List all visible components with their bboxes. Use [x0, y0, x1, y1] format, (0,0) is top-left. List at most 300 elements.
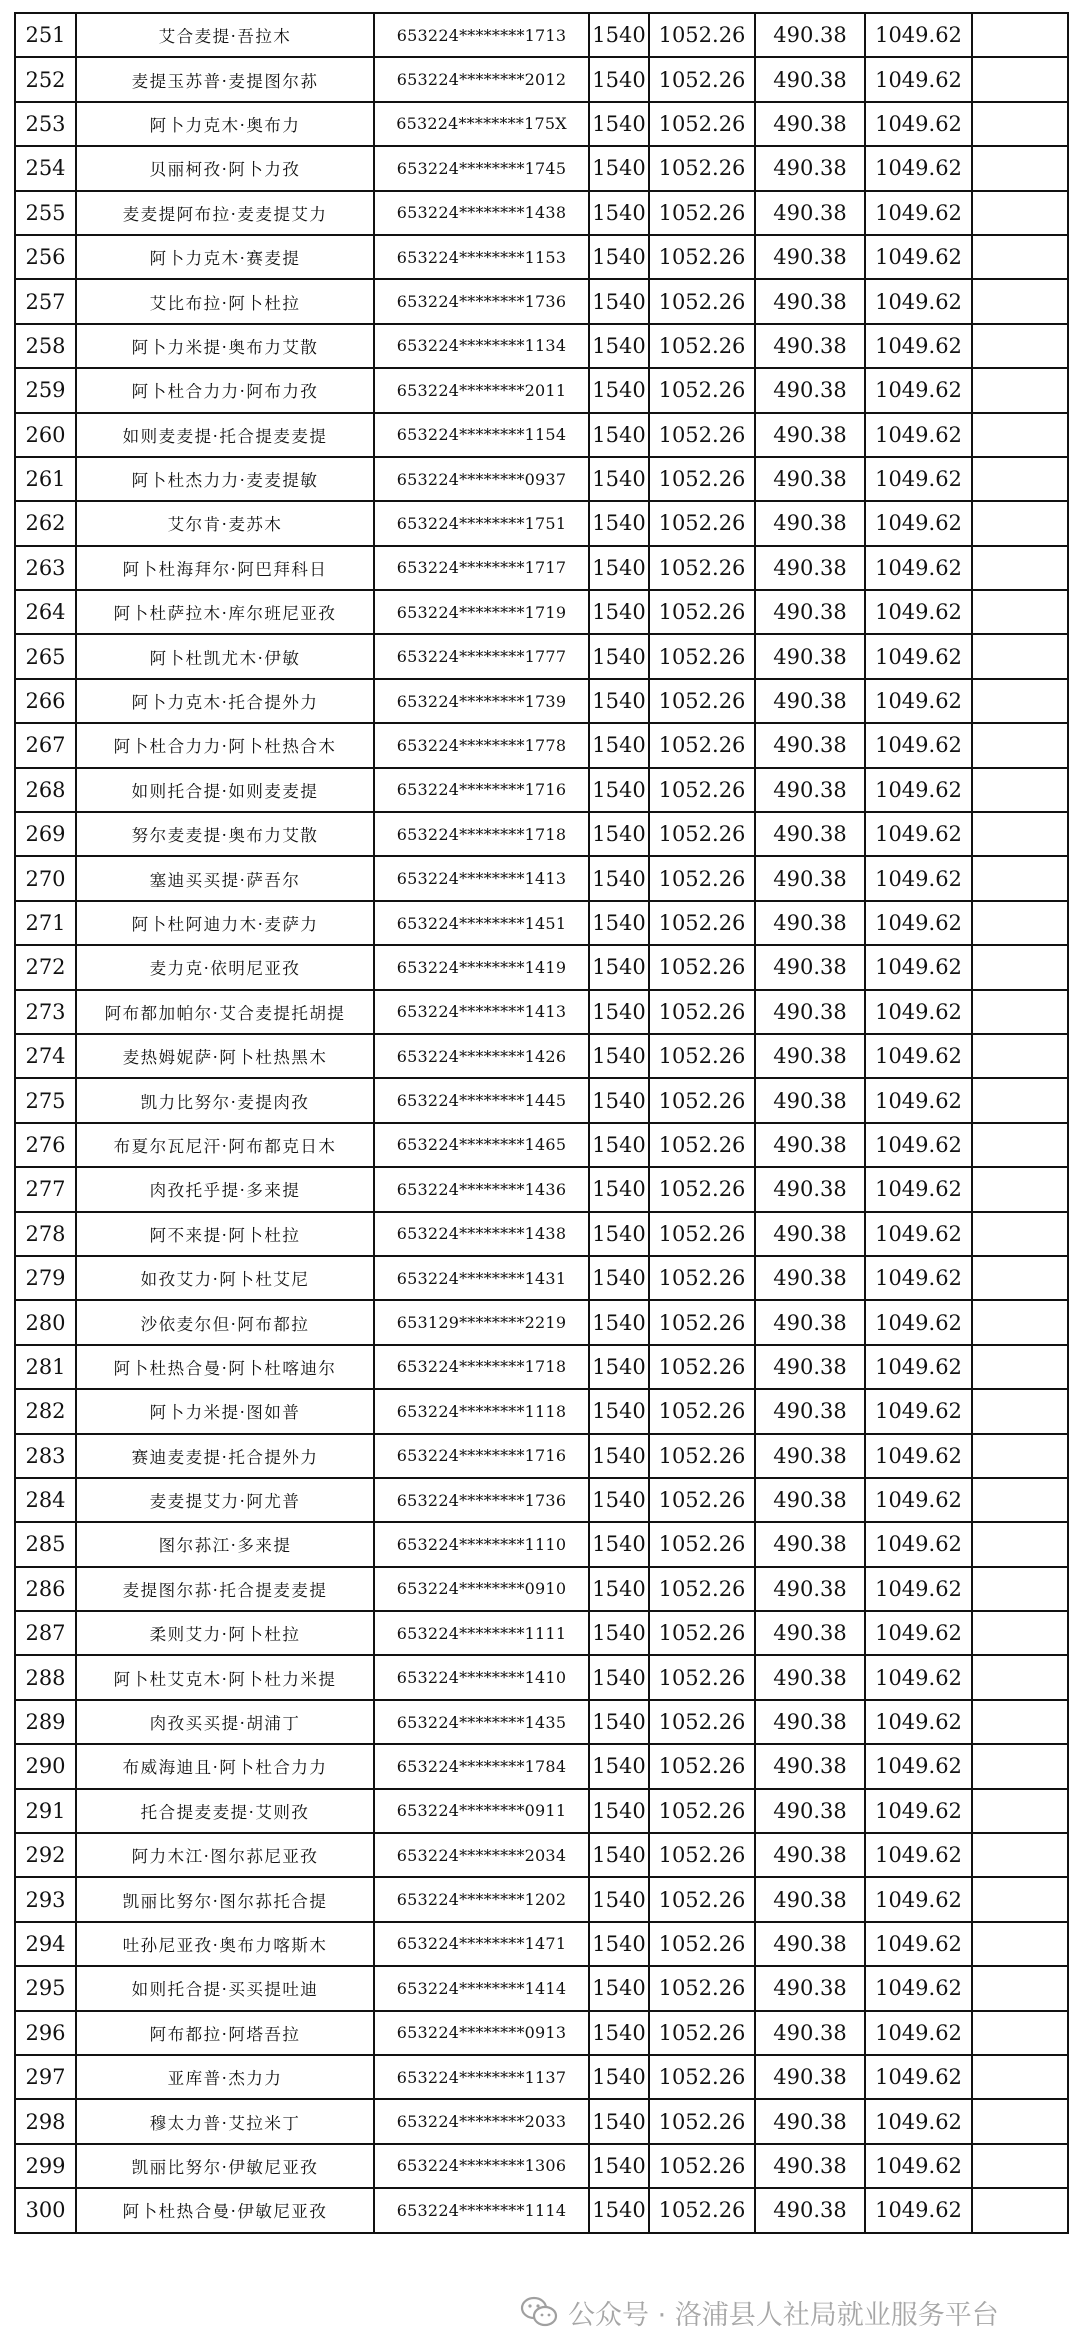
id-number: 653224********0911: [374, 1789, 589, 1833]
amount-1540: 1540: [589, 1212, 649, 1256]
amount-1049: 1049.62: [865, 413, 972, 457]
amount-1052: 1052.26: [649, 679, 755, 723]
amount-1049: 1049.62: [865, 1123, 972, 1167]
row-number: 273: [15, 990, 76, 1034]
table-row: [15, 1922, 1068, 1966]
amount-1052: 1052.26: [649, 191, 755, 235]
id-number: 653224********1716: [374, 768, 589, 812]
row-number: 282: [15, 1389, 76, 1433]
empty-cell: [972, 1478, 1068, 1522]
table-row: [15, 324, 1068, 368]
person-name: 阿卜力克木·托合提外力: [76, 679, 374, 723]
amount-1052: 1052.26: [649, 1922, 755, 1966]
person-name: 阿卜杜杰力力·麦麦提敏: [76, 457, 374, 501]
table-row: [15, 2011, 1068, 2055]
row-number: 257: [15, 279, 76, 323]
row-number: 281: [15, 1345, 76, 1389]
amount-1049: 1049.62: [865, 146, 972, 190]
amount-1540: 1540: [589, 990, 649, 1034]
table-row: [15, 1833, 1068, 1877]
amount-1052: 1052.26: [649, 368, 755, 412]
amount-1052: 1052.26: [649, 1789, 755, 1833]
amount-1540: 1540: [589, 1700, 649, 1744]
amount-490: 490.38: [755, 1744, 865, 1788]
table-row: [15, 1300, 1068, 1344]
amount-1052: 1052.26: [649, 102, 755, 146]
row-number: 262: [15, 501, 76, 545]
empty-cell: [972, 945, 1068, 989]
amount-1052: 1052.26: [649, 413, 755, 457]
person-name: 如则托合提·如则麦麦提: [76, 768, 374, 812]
amount-1540: 1540: [589, 812, 649, 856]
amount-1540: 1540: [589, 1611, 649, 1655]
empty-cell: [972, 368, 1068, 412]
id-number: 653224********1410: [374, 1655, 589, 1699]
empty-cell: [972, 1655, 1068, 1699]
id-number: 653224********1118: [374, 1389, 589, 1433]
empty-cell: [972, 501, 1068, 545]
person-name: 亚库普·杰力力: [76, 2055, 374, 2099]
empty-cell: [972, 2055, 1068, 2099]
id-number: 653224********1202: [374, 1877, 589, 1921]
amount-1052: 1052.26: [649, 146, 755, 190]
empty-cell: [972, 457, 1068, 501]
person-name: 阿卜力克木·奥布力: [76, 102, 374, 146]
amount-490: 490.38: [755, 1389, 865, 1433]
id-number: 653224********1426: [374, 1034, 589, 1078]
id-number: 653224********1153: [374, 235, 589, 279]
table-row: [15, 812, 1068, 856]
amount-1052: 1052.26: [649, 501, 755, 545]
row-number: 276: [15, 1123, 76, 1167]
table-row: [15, 634, 1068, 678]
amount-1052: 1052.26: [649, 57, 755, 101]
table-row: [15, 768, 1068, 812]
amount-490: 490.38: [755, 324, 865, 368]
amount-1049: 1049.62: [865, 1700, 972, 1744]
amount-1052: 1052.26: [649, 1611, 755, 1655]
person-name: 凯丽比努尔·图尔荪托合提: [76, 1877, 374, 1921]
id-number: 653224********0913: [374, 2011, 589, 2055]
amount-1049: 1049.62: [865, 812, 972, 856]
empty-cell: [972, 1567, 1068, 1611]
row-number: 275: [15, 1078, 76, 1122]
row-number: 288: [15, 1655, 76, 1699]
amount-490: 490.38: [755, 1034, 865, 1078]
amount-490: 490.38: [755, 546, 865, 590]
person-name: 如孜艾力·阿卜杜艾尼: [76, 1256, 374, 1300]
amount-1540: 1540: [589, 1789, 649, 1833]
amount-1049: 1049.62: [865, 2144, 972, 2188]
amount-1540: 1540: [589, 146, 649, 190]
row-number: 264: [15, 590, 76, 634]
person-name: 阿卜杜海拜尔·阿巴拜科日: [76, 546, 374, 590]
id-number: 653224********1134: [374, 324, 589, 368]
amount-1540: 1540: [589, 679, 649, 723]
amount-1052: 1052.26: [649, 457, 755, 501]
amount-1052: 1052.26: [649, 1034, 755, 1078]
amount-1052: 1052.26: [649, 1300, 755, 1344]
amount-1049: 1049.62: [865, 1655, 972, 1699]
person-name: 阿布都加帕尔·艾合麦提托胡提: [76, 990, 374, 1034]
amount-1540: 1540: [589, 723, 649, 767]
amount-1049: 1049.62: [865, 2011, 972, 2055]
empty-cell: [972, 2144, 1068, 2188]
amount-1052: 1052.26: [649, 13, 755, 57]
amount-490: 490.38: [755, 1611, 865, 1655]
table-row: [15, 1123, 1068, 1167]
empty-cell: [972, 413, 1068, 457]
person-name: 麦提玉苏普·麦提图尔荪: [76, 57, 374, 101]
amount-490: 490.38: [755, 1966, 865, 2010]
empty-cell: [972, 2099, 1068, 2143]
id-number: 653224********2033: [374, 2099, 589, 2143]
amount-1540: 1540: [589, 279, 649, 323]
table-row: [15, 413, 1068, 457]
id-number: 653129********2219: [374, 1300, 589, 1344]
amount-1049: 1049.62: [865, 723, 972, 767]
table-row: [15, 1744, 1068, 1788]
amount-490: 490.38: [755, 1655, 865, 1699]
amount-1049: 1049.62: [865, 1922, 972, 1966]
table-row: [15, 1389, 1068, 1433]
id-number: 653224********2011: [374, 368, 589, 412]
amount-1540: 1540: [589, 191, 649, 235]
row-number: 289: [15, 1700, 76, 1744]
row-number: 252: [15, 57, 76, 101]
id-number: 653224********175X: [374, 102, 589, 146]
amount-490: 490.38: [755, 590, 865, 634]
row-number: 268: [15, 768, 76, 812]
empty-cell: [972, 57, 1068, 101]
table-row: [15, 945, 1068, 989]
person-name: 图尔荪江·多来提: [76, 1522, 374, 1566]
empty-cell: [972, 1123, 1068, 1167]
amount-1540: 1540: [589, 1389, 649, 1433]
row-number: 278: [15, 1212, 76, 1256]
empty-cell: [972, 191, 1068, 235]
person-name: 赛迪麦麦提·托合提外力: [76, 1434, 374, 1478]
amount-1052: 1052.26: [649, 1389, 755, 1433]
amount-490: 490.38: [755, 1922, 865, 1966]
row-number: 253: [15, 102, 76, 146]
person-name: 肉孜买买提·胡浦丁: [76, 1700, 374, 1744]
row-number: 254: [15, 146, 76, 190]
table-row: [15, 1611, 1068, 1655]
amount-490: 490.38: [755, 945, 865, 989]
person-name: 柔则艾力·阿卜杜拉: [76, 1611, 374, 1655]
person-name: 布夏尔瓦尼汗·阿布都克日木: [76, 1123, 374, 1167]
amount-1052: 1052.26: [649, 768, 755, 812]
table-row: [15, 1877, 1068, 1921]
amount-490: 490.38: [755, 1212, 865, 1256]
id-number: 653224********1436: [374, 1167, 589, 1211]
table-row: [15, 457, 1068, 501]
roster-body: [15, 13, 1068, 2233]
amount-490: 490.38: [755, 2011, 865, 2055]
amount-1540: 1540: [589, 901, 649, 945]
empty-cell: [972, 324, 1068, 368]
amount-490: 490.38: [755, 368, 865, 412]
amount-490: 490.38: [755, 723, 865, 767]
person-name: 阿卜力米提·奥布力艾散: [76, 324, 374, 368]
id-number: 653224********1751: [374, 501, 589, 545]
amount-490: 490.38: [755, 1877, 865, 1921]
row-number: 263: [15, 546, 76, 590]
table-row: [15, 1655, 1068, 1699]
amount-1052: 1052.26: [649, 1078, 755, 1122]
table-row: [15, 1212, 1068, 1256]
empty-cell: [972, 856, 1068, 900]
table-row: [15, 102, 1068, 146]
row-number: 296: [15, 2011, 76, 2055]
amount-490: 490.38: [755, 1700, 865, 1744]
table-row: [15, 57, 1068, 101]
amount-1049: 1049.62: [865, 1833, 972, 1877]
amount-490: 490.38: [755, 235, 865, 279]
table-row: [15, 2099, 1068, 2143]
row-number: 274: [15, 1034, 76, 1078]
row-number: 256: [15, 235, 76, 279]
amount-1052: 1052.26: [649, 990, 755, 1034]
row-number: 287: [15, 1611, 76, 1655]
amount-1049: 1049.62: [865, 1167, 972, 1211]
amount-1049: 1049.62: [865, 1256, 972, 1300]
amount-1052: 1052.26: [649, 1212, 755, 1256]
person-name: 艾比布拉·阿卜杜拉: [76, 279, 374, 323]
table-row: [15, 279, 1068, 323]
amount-1049: 1049.62: [865, 768, 972, 812]
id-number: 653224********1717: [374, 546, 589, 590]
amount-1052: 1052.26: [649, 1744, 755, 1788]
row-number: 298: [15, 2099, 76, 2143]
person-name: 如则麦麦提·托合提麦麦提: [76, 413, 374, 457]
amount-1052: 1052.26: [649, 1167, 755, 1211]
amount-1049: 1049.62: [865, 1300, 972, 1344]
amount-490: 490.38: [755, 1123, 865, 1167]
amount-1540: 1540: [589, 1300, 649, 1344]
empty-cell: [972, 1167, 1068, 1211]
person-name: 穆太力普·艾拉米丁: [76, 2099, 374, 2143]
row-number: 260: [15, 413, 76, 457]
amount-1540: 1540: [589, 1478, 649, 1522]
amount-490: 490.38: [755, 191, 865, 235]
amount-1049: 1049.62: [865, 1345, 972, 1389]
id-number: 653224********1413: [374, 990, 589, 1034]
table-row: [15, 590, 1068, 634]
amount-1540: 1540: [589, 1256, 649, 1300]
row-number: 290: [15, 1744, 76, 1788]
amount-1540: 1540: [589, 102, 649, 146]
amount-1540: 1540: [589, 1345, 649, 1389]
amount-1052: 1052.26: [649, 1522, 755, 1566]
amount-490: 490.38: [755, 1078, 865, 1122]
table-row: [15, 501, 1068, 545]
amount-490: 490.38: [755, 13, 865, 57]
id-number: 653224********1716: [374, 1434, 589, 1478]
amount-490: 490.38: [755, 1522, 865, 1566]
table-row: [15, 1966, 1068, 2010]
table-row: [15, 2144, 1068, 2188]
person-name: 努尔麦麦提·奥布力艾散: [76, 812, 374, 856]
empty-cell: [972, 1034, 1068, 1078]
table-row: [15, 1256, 1068, 1300]
table-row: [15, 1167, 1068, 1211]
amount-490: 490.38: [755, 1567, 865, 1611]
person-name: 艾合麦提·吾拉木: [76, 13, 374, 57]
amount-1052: 1052.26: [649, 2144, 755, 2188]
row-number: 284: [15, 1478, 76, 1522]
person-name: 阿卜杜热合曼·阿卜杜喀迪尔: [76, 1345, 374, 1389]
table-row: [15, 1522, 1068, 1566]
amount-1049: 1049.62: [865, 1567, 972, 1611]
table-row: [15, 856, 1068, 900]
amount-490: 490.38: [755, 102, 865, 146]
row-number: 266: [15, 679, 76, 723]
id-number: 653224********2034: [374, 1833, 589, 1877]
table-row: [15, 679, 1068, 723]
amount-1049: 1049.62: [865, 945, 972, 989]
empty-cell: [972, 546, 1068, 590]
amount-1540: 1540: [589, 768, 649, 812]
amount-1540: 1540: [589, 13, 649, 57]
amount-490: 490.38: [755, 146, 865, 190]
row-number: 291: [15, 1789, 76, 1833]
person-name: 凯丽比努尔·伊敏尼亚孜: [76, 2144, 374, 2188]
amount-1540: 1540: [589, 1078, 649, 1122]
amount-1049: 1049.62: [865, 457, 972, 501]
wechat-icon: [520, 2295, 558, 2329]
amount-1052: 1052.26: [649, 1256, 755, 1300]
row-number: 272: [15, 945, 76, 989]
amount-1540: 1540: [589, 634, 649, 678]
amount-1540: 1540: [589, 324, 649, 368]
amount-490: 490.38: [755, 2055, 865, 2099]
id-number: 653224********0910: [374, 1567, 589, 1611]
id-number: 653224********1419: [374, 945, 589, 989]
row-number: 294: [15, 1922, 76, 1966]
person-name: 阿卜杜热合曼·伊敏尼亚孜: [76, 2188, 374, 2232]
amount-1540: 1540: [589, 2188, 649, 2232]
table-row: [15, 1700, 1068, 1744]
id-number: 653224********1438: [374, 1212, 589, 1256]
table-row: [15, 1345, 1068, 1389]
amount-1540: 1540: [589, 856, 649, 900]
amount-1540: 1540: [589, 457, 649, 501]
amount-1052: 1052.26: [649, 2188, 755, 2232]
person-name: 阿布都拉·阿塔吾拉: [76, 2011, 374, 2055]
person-name: 沙依麦尔但·阿布都拉: [76, 1300, 374, 1344]
amount-490: 490.38: [755, 1789, 865, 1833]
amount-490: 490.38: [755, 1434, 865, 1478]
row-number: 300: [15, 2188, 76, 2232]
empty-cell: [972, 1922, 1068, 1966]
amount-1540: 1540: [589, 546, 649, 590]
empty-cell: [972, 2188, 1068, 2232]
id-number: 653224********1435: [374, 1700, 589, 1744]
amount-490: 490.38: [755, 990, 865, 1034]
amount-490: 490.38: [755, 901, 865, 945]
id-number: 653224********1777: [374, 634, 589, 678]
id-number: 653224********1137: [374, 2055, 589, 2099]
empty-cell: [972, 901, 1068, 945]
amount-1052: 1052.26: [649, 2011, 755, 2055]
amount-1049: 1049.62: [865, 279, 972, 323]
amount-490: 490.38: [755, 2144, 865, 2188]
person-name: 阿卜杜阿迪力木·麦萨力: [76, 901, 374, 945]
amount-1052: 1052.26: [649, 1434, 755, 1478]
amount-490: 490.38: [755, 768, 865, 812]
id-number: 653224********1431: [374, 1256, 589, 1300]
amount-1540: 1540: [589, 1522, 649, 1566]
amount-1049: 1049.62: [865, 57, 972, 101]
id-number: 653224********1713: [374, 13, 589, 57]
person-name: 阿卜杜凯尤木·伊敏: [76, 634, 374, 678]
person-name: 肉孜托乎提·多来提: [76, 1167, 374, 1211]
amount-490: 490.38: [755, 1300, 865, 1344]
id-number: 653224********1739: [374, 679, 589, 723]
amount-1049: 1049.62: [865, 191, 972, 235]
empty-cell: [972, 146, 1068, 190]
row-number: 280: [15, 1300, 76, 1344]
table-row: [15, 2055, 1068, 2099]
amount-1049: 1049.62: [865, 990, 972, 1034]
watermark: [520, 2292, 999, 2332]
amount-1052: 1052.26: [649, 901, 755, 945]
empty-cell: [972, 1345, 1068, 1389]
id-number: 653224********1154: [374, 413, 589, 457]
amount-1049: 1049.62: [865, 13, 972, 57]
empty-cell: [972, 1611, 1068, 1655]
watermark-text: 公众号 · 洛浦县人社局就业服务平台: [568, 2299, 999, 2331]
row-number: 261: [15, 457, 76, 501]
amount-490: 490.38: [755, 457, 865, 501]
row-number: 255: [15, 191, 76, 235]
amount-490: 490.38: [755, 856, 865, 900]
row-number: 265: [15, 634, 76, 678]
amount-1540: 1540: [589, 1034, 649, 1078]
row-number: 299: [15, 2144, 76, 2188]
person-name: 塞迪买买提·萨吾尔: [76, 856, 374, 900]
id-number: 653224********1451: [374, 901, 589, 945]
empty-cell: [972, 279, 1068, 323]
amount-1052: 1052.26: [649, 812, 755, 856]
id-number: 653224********2012: [374, 57, 589, 101]
empty-cell: [972, 2011, 1068, 2055]
amount-1049: 1049.62: [865, 324, 972, 368]
row-number: 293: [15, 1877, 76, 1921]
id-number: 653224********1114: [374, 2188, 589, 2232]
amount-1052: 1052.26: [649, 856, 755, 900]
id-number: 653224********1438: [374, 191, 589, 235]
amount-1049: 1049.62: [865, 1212, 972, 1256]
row-number: 292: [15, 1833, 76, 1877]
amount-490: 490.38: [755, 1167, 865, 1211]
amount-1052: 1052.26: [649, 723, 755, 767]
person-name: 阿卜杜合力力·阿布力孜: [76, 368, 374, 412]
row-number: 283: [15, 1434, 76, 1478]
amount-1540: 1540: [589, 1833, 649, 1877]
table-row: [15, 235, 1068, 279]
amount-490: 490.38: [755, 279, 865, 323]
table-row: [15, 2188, 1068, 2232]
amount-1540: 1540: [589, 1922, 649, 1966]
amount-1540: 1540: [589, 2099, 649, 2143]
empty-cell: [972, 1300, 1068, 1344]
person-name: 贝丽柯孜·阿卜力孜: [76, 146, 374, 190]
person-name: 麦麦提艾力·阿尤普: [76, 1478, 374, 1522]
amount-1049: 1049.62: [865, 1434, 972, 1478]
